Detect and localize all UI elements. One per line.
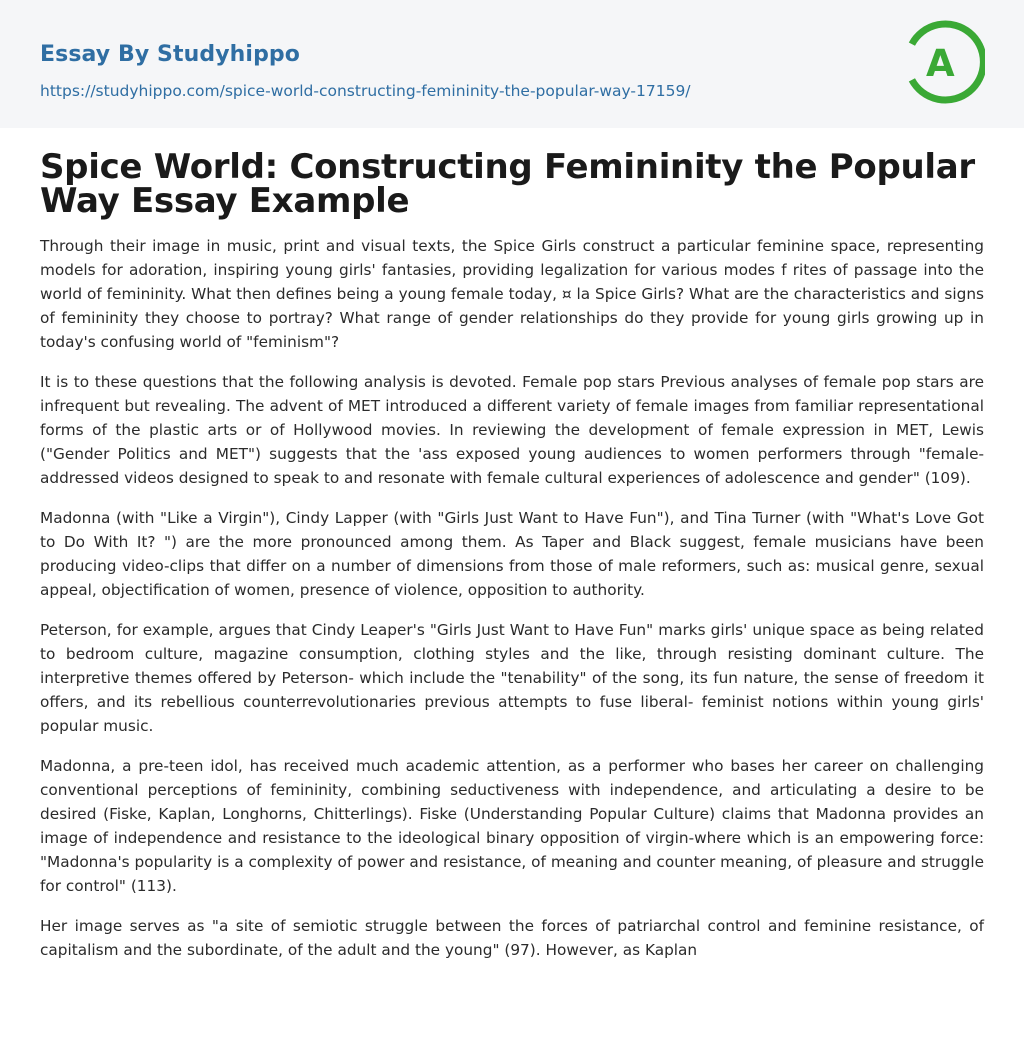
paragraph: Peterson, for example, argues that Cindy Leaper's "Girls Just Want to Have Fun" marks girls' unique space as being related to bedroom culture, magazine consumption, clothing styles and the like, through resisting dominant culture. The interpretive themes offered by Peterson- which include the "tenability" of the song, its fun nature, the sense of freedom it offers, and its rebellious counterrevolutionaries previous attempts to fuse liberal- feminist notions within young girls' popular music.: [40, 621, 984, 735]
studyhippo-logo-icon[interactable]: [899, 19, 985, 105]
article: [0, 147, 1024, 962]
logo-letter: A: [926, 42, 955, 85]
site-header: [0, 0, 1024, 128]
paragraph: It is to these questions that the following analysis is devoted. Female pop stars Previous analyses of female pop stars are infrequent but revealing. The advent of MET introduced a different variety of female images from familiar representational forms of the plastic arts or of Hollywood movies. In reviewing the development of female expression in MET, Lewis ("Gender Politics and MET") suggests that the 'ass exposed young audiences to women performers through "female-addressed videos designed to speak to and resonate with female cultural experiences of adolescence and gender" (109).: [40, 373, 984, 487]
paragraph: Madonna (with "Like a Virgin"), Cindy Lapper (with "Girls Just Want to Have Fun"), and Tina Turner (with "What's Love Got to Do With It? ") are the more pronounced among them. As Taper and Black suggest, female musicians have been producing video-clips that differ on a number of dimensions from those of male reformers, such as: musical genre, sexual appeal, objectification of women, presence of violence, opposition to authority.: [40, 509, 984, 599]
source-url-link[interactable]: https://studyhippo.com/spice-world-constructing-femininity-the-popular-way-17159/: [40, 82, 691, 100]
essay-body: [40, 234, 984, 962]
paragraph: Through their image in music, print and visual texts, the Spice Girls construct a particular feminine space, representing models for adoration, inspiring young girls' fantasies, providing legalization for various modes f rites of passage into the world of femininity. What then defines being a young female today, ¤ la Spice Girls? What are the characteristics and signs of femininity they choose to portray? What range of gender relationships do they provide for young girls growing up in today's confusing world of "feminism"?: [40, 237, 984, 351]
page-title: Spice World: Constructing Femininity the Popular Way Essay Example: [40, 147, 975, 221]
paragraph: Her image serves as "a site of semiotic struggle between the forces of patriarchal control and feminine resistance, of capitalism and the subordinate, of the adult and the young" (97). However, as Kaplan: [40, 917, 984, 959]
paragraph: Madonna, a pre-teen idol, has received much academic attention, as a performer who bases her career on challenging conventional perceptions of femininity, combining seductiveness with independence, and articulating a desire to be desired (Fiske, Kaplan, Longhorns, Chitterlings). Fiske (Understanding Popular Culture) claims that Madonna provides an image of independence and resistance to the ideological binary opposition of virgin-where which is an empowering force: "Madonna's popularity is a complexity of power and resistance, of meaning and counter meaning, of pleasure and struggle for control" (113).: [40, 757, 984, 895]
site-title[interactable]: Essay By Studyhippo: [40, 42, 300, 67]
